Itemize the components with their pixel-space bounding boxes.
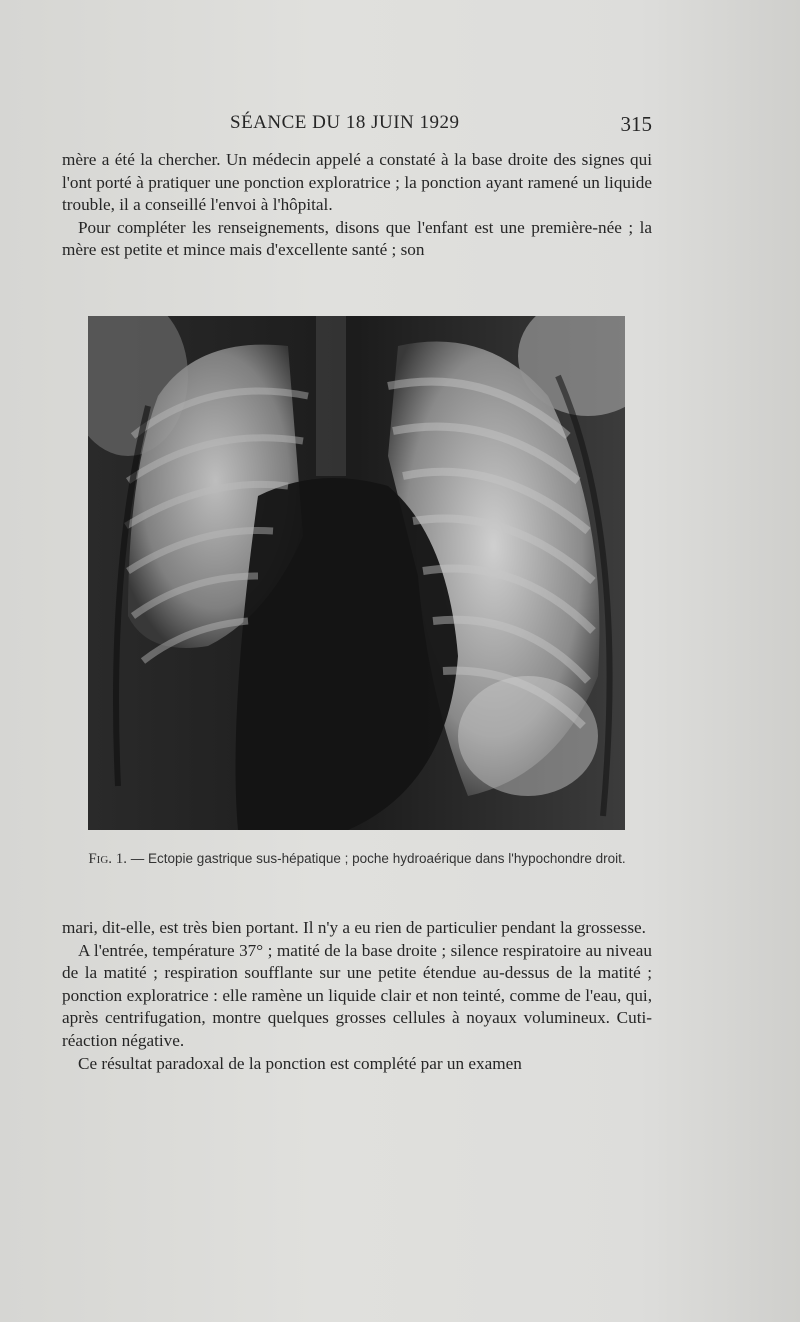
paragraph: mère a été la chercher. Un médecin appelé a constaté à la base droite des signes qui l'ont porté à pratiquer une ponction exploratrice ; la ponction ayant ramené un liquide trouble, il a conseillé l'envoi à l'hôpital. — [62, 150, 652, 215]
caption-text: — Ectopie gastrique sus-hépatique ; poche hydroaérique dans l'hypochondre droit. — [130, 851, 626, 866]
xray-figure — [88, 316, 625, 830]
page-number: 315 — [620, 112, 652, 136]
chest-xray-image — [88, 316, 625, 830]
paragraph: Pour compléter les renseignements, disons que l'enfant est une première-née ; la mère est petite et mince mais d'excellente santé ; son — [62, 217, 652, 260]
text-block-top — [62, 149, 652, 262]
text-block-bottom — [62, 917, 652, 1075]
caption-label: Fig. 1. — [88, 851, 128, 867]
running-title: SÉANCE DU 18 JUIN 1929 — [230, 112, 460, 133]
paragraph: Ce résultat paradoxal de la ponction est complété par un examen — [78, 1053, 522, 1073]
figure-caption — [62, 850, 652, 868]
page-header — [62, 112, 652, 140]
paragraph: mari, dit-elle, est très bien portant. Il n'y a eu rien de particulier pendant la grossesse. — [62, 918, 646, 937]
paragraph: A l'entrée, température 37° ; matité de la base droite ; silence respiratoire au niveau de la matité ; respiration soufflante sur une petite étendue au-dessus de la matité ; ponction exploratrice : elle ramène un liquide clair et non teinté, comme de l'eau, qui, après centrifugation, montre quelques grosses cellules à noyaux volumineux. Cuti-réaction négative. — [62, 940, 652, 1050]
